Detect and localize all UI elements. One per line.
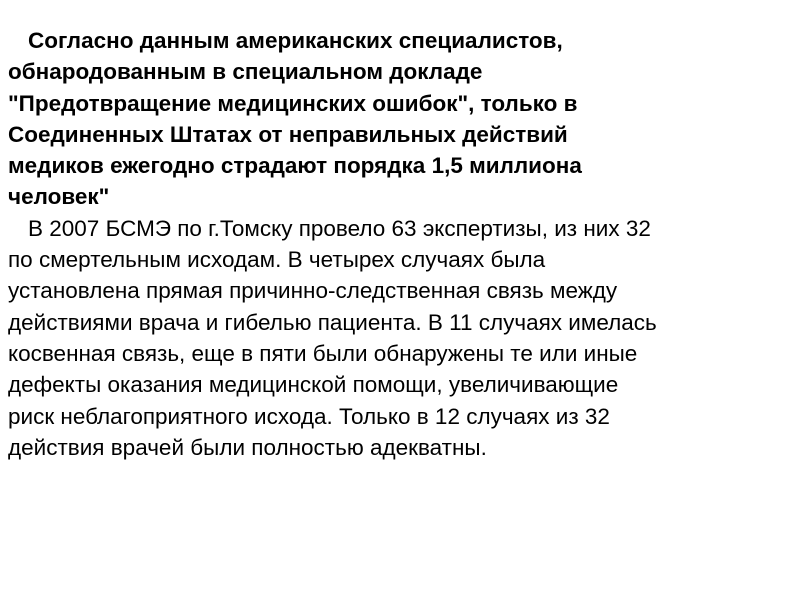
text-block bbox=[8, 25, 792, 463]
stats-line-5: косвенная связь, еще в пяти были обнаружены те или иные bbox=[8, 340, 638, 366]
stats-line-8: действия врачей были полностью адекватны. bbox=[8, 434, 487, 460]
stats-line-7: риск неблагоприятного исхода. Только в 12 случаях из 32 bbox=[8, 403, 610, 429]
quote-line-6: человек" bbox=[8, 184, 110, 210]
quote-line-1: Согласно данным американских специалистов, bbox=[28, 28, 563, 53]
quote-paragraph bbox=[8, 25, 792, 213]
quote-line-2: обнародованным в специальном докладе bbox=[8, 59, 483, 85]
stats-line-4: действиями врача и гибелью пациента. В 11 случаях имелась bbox=[8, 309, 657, 335]
stats-line-1: В 2007 БСМЭ по г.Томску провело 63 экспертизы, из них 32 bbox=[28, 215, 651, 241]
stats-line-2: по смертельным исходам. В четырех случаях была bbox=[8, 247, 546, 273]
quote-line-3: "Предотвращение медицинских ошибок", только в bbox=[8, 90, 578, 116]
stats-line-3: установлена прямая причинно-следственная связь между bbox=[8, 278, 618, 304]
quote-line-5: медиков ежегодно страдают порядка 1,5 миллиона bbox=[8, 153, 582, 179]
quote-line-4: Соединенных Штатах от неправильных действий bbox=[8, 121, 568, 147]
stats-line-6: дефекты оказания медицинской помощи, увеличивающие bbox=[8, 372, 619, 398]
statistics-paragraph bbox=[8, 213, 792, 463]
